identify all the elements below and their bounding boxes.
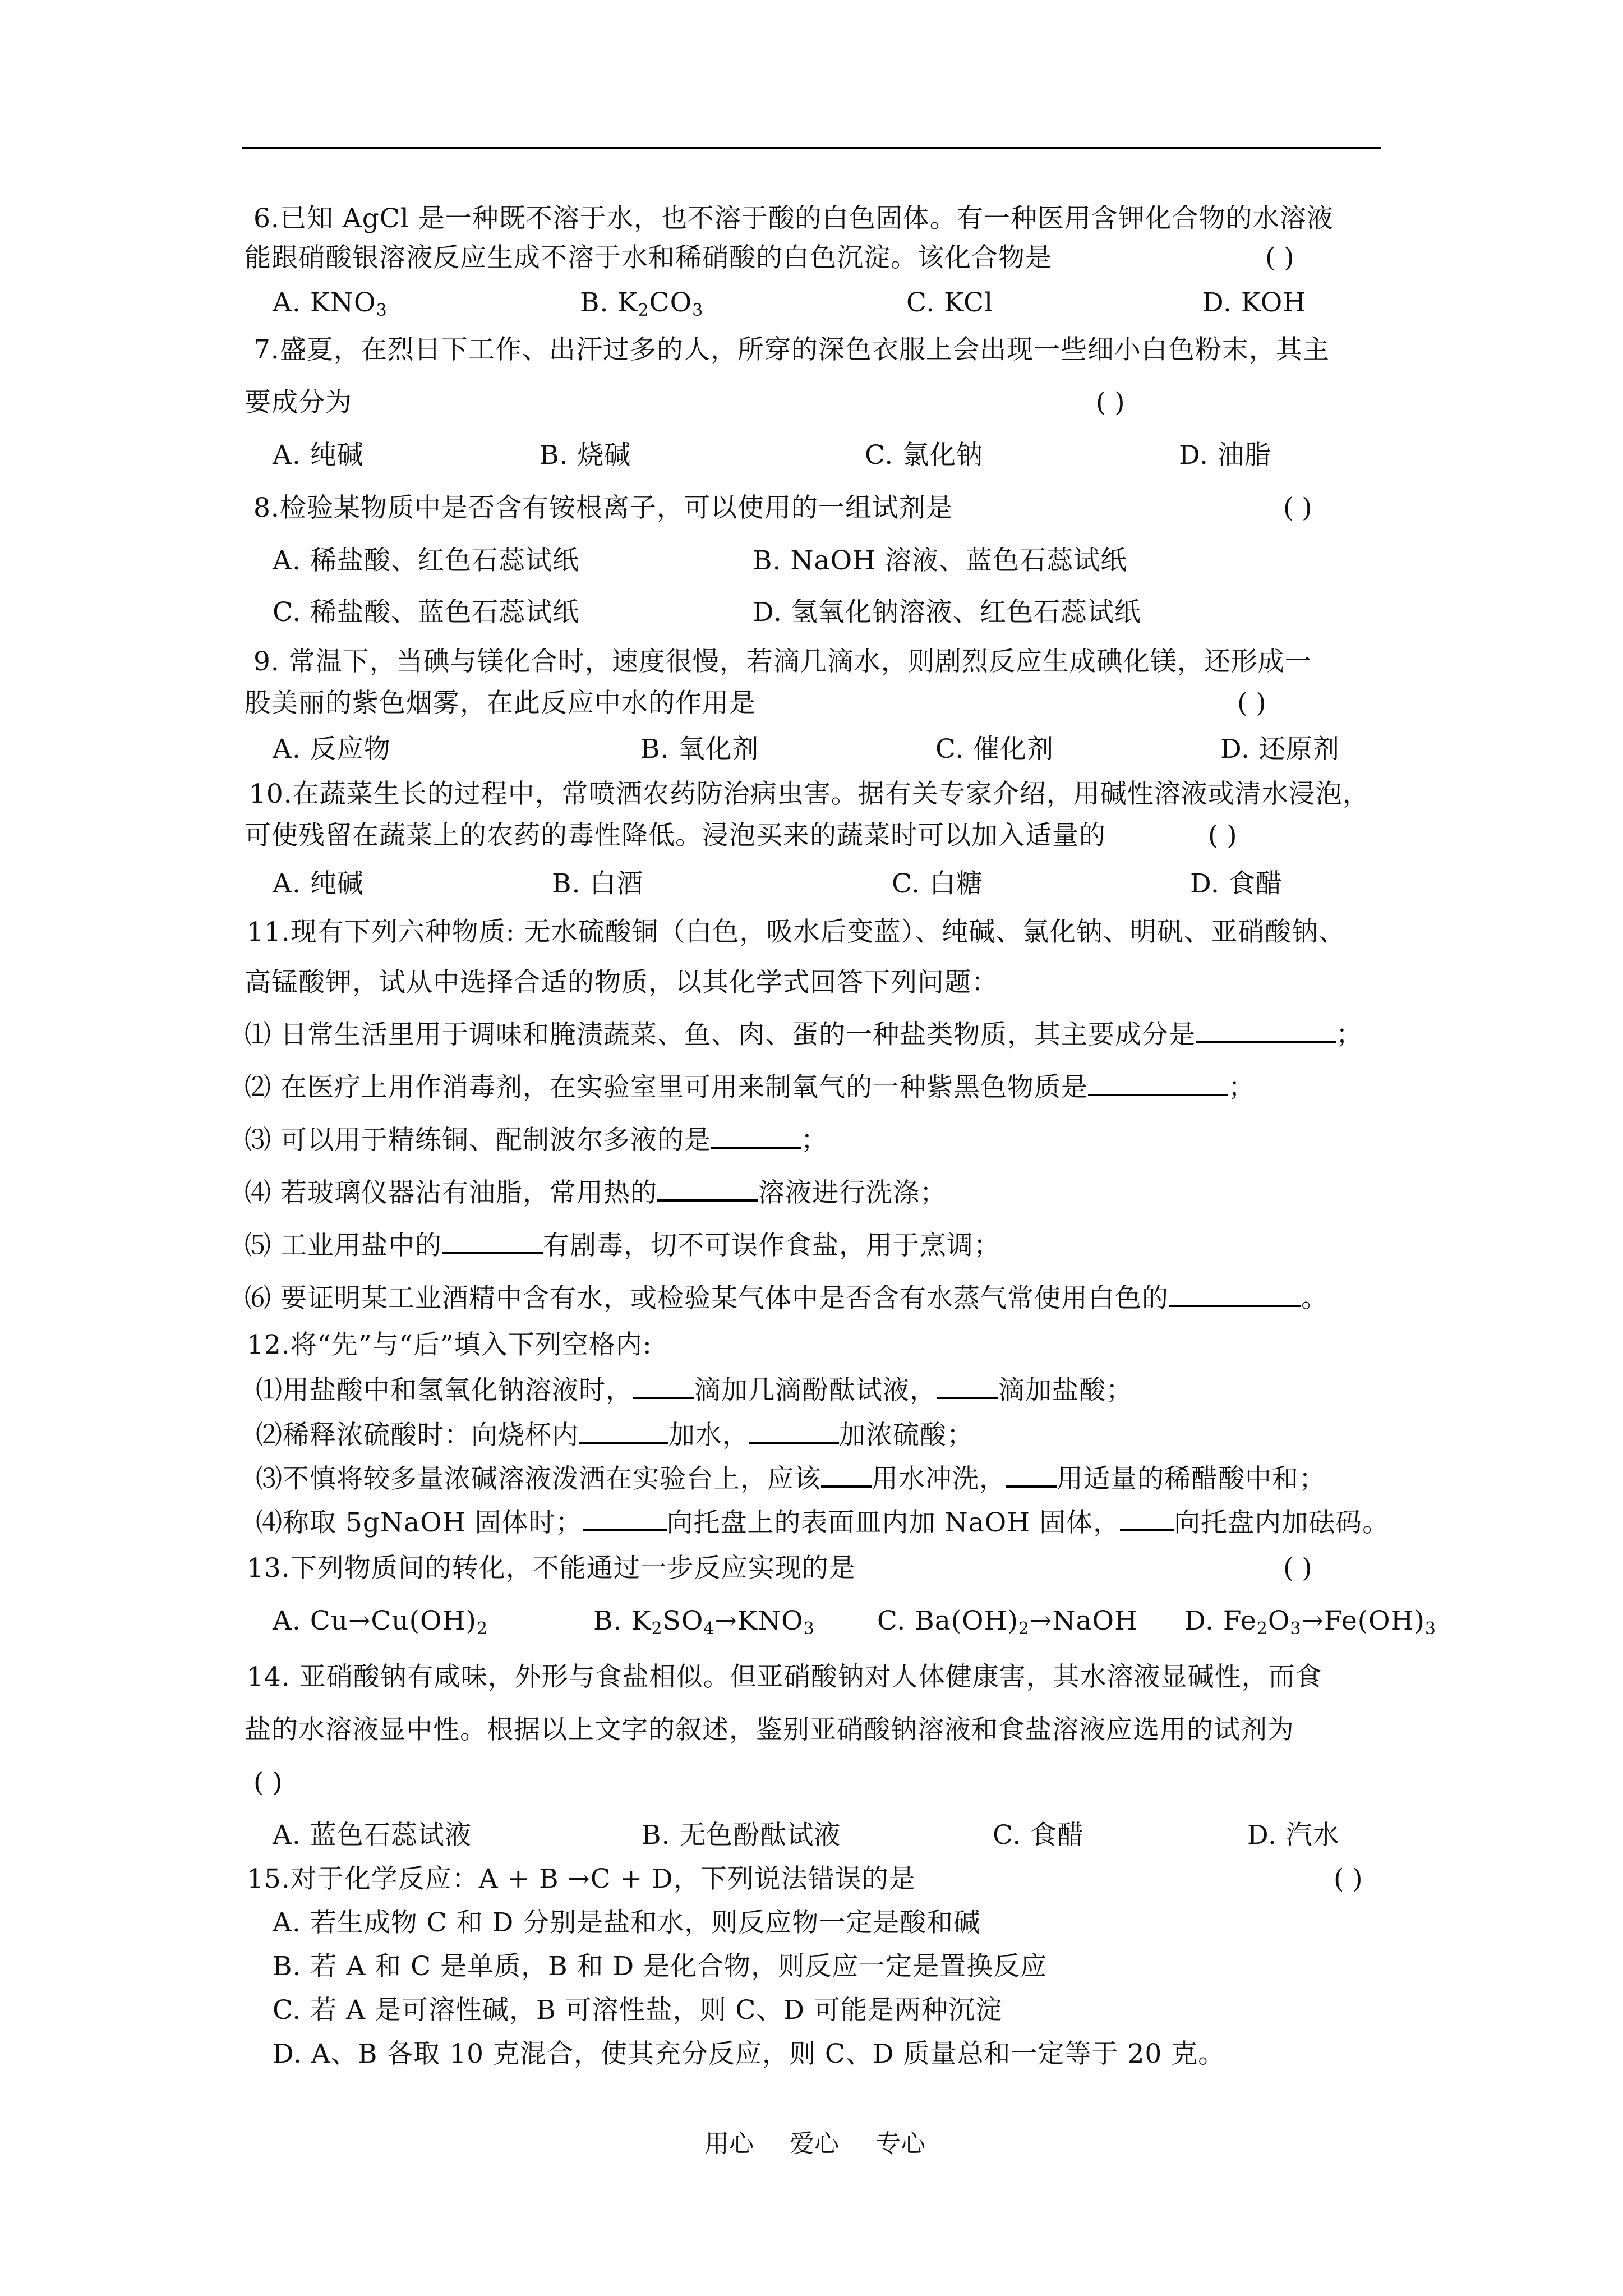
q14-line2: 盐的水溶液显中性。根据以上文字的叙述，鉴别亚硝酸钠溶液和食盐溶液应选用的试剂为 — [245, 1714, 1294, 1745]
q7-answer-paren: ( ) — [1096, 387, 1125, 418]
q11-line2: 高锰酸钾，试从中选择合适的物质，以其化学式回答下列问题： — [245, 967, 998, 998]
q11-part4: ⑷ 若玻璃仪器沾有油脂，常用热的 溶液进行洗涤； — [245, 1175, 947, 1210]
q6-option-b: B. $K_2CO_3$ — [580, 287, 704, 320]
q10-option-d: D. 食醋 — [1190, 868, 1283, 899]
q12-blank3a[interactable] — [821, 1461, 872, 1488]
q9-option-a: A. 反应物 — [273, 734, 391, 765]
q13-line1: 13.下列物质间的转化，不能通过一步反应实现的是 — [247, 1553, 856, 1584]
q9-option-b: B. 氧化剂 — [640, 734, 759, 765]
q8-line1: 8.检验某物质中是否含有铵根离子，可以使用的一组试剂是 — [253, 493, 953, 523]
q11-blank4[interactable] — [657, 1175, 758, 1202]
q8-answer-paren: ( ) — [1283, 493, 1312, 523]
q6-answer-paren: ( ) — [1265, 242, 1294, 273]
q6-line1: 6.已知 AgCl 是一种既不溶于水，也不溶于酸的白色固体。有一种医用含钾化合物的水溶液 — [253, 203, 1334, 234]
q6-line2: 能跟硝酸银溶液反应生成不溶于水和稀硝酸的白色沉淀。该化合物是 — [245, 242, 1052, 273]
q14-option-d: D. 汽水 — [1247, 1820, 1340, 1851]
q10-option-a: A. 纯碱 — [273, 868, 364, 899]
footer-word-2: 爱心 — [790, 2129, 839, 2158]
q13-option-b: B. $K_2SO_4\to KNO_3$ — [593, 1605, 815, 1639]
q15-line1: 15.对于化学反应：A + B →C + D，下列说法错误的是 — [247, 1864, 916, 1894]
q12-blank2b[interactable] — [749, 1417, 839, 1444]
q10-option-b: B. 白酒 — [552, 868, 644, 899]
q13-option-d: D. $Fe_2O_3\to Fe(OH)_3$ — [1184, 1605, 1437, 1639]
q11-blank6[interactable] — [1169, 1280, 1301, 1307]
q12-blank2a[interactable] — [579, 1417, 668, 1444]
header-rule — [242, 147, 1381, 149]
q8-option-c: C. 稀盐酸、蓝色石蕊试纸 — [273, 597, 580, 628]
q15-answer-paren: ( ) — [1334, 1864, 1363, 1894]
q15-option-b: B. 若 A 和 C 是单质，B 和 D 是化合物，则反应一定是置换反应 — [273, 1951, 1048, 1982]
q11-part5: ⑸ 工业用盐中的 有剧毒，切不可误作食盐，用于烹调； — [245, 1227, 1000, 1263]
q6-option-a: A. $KNO_3$ — [273, 287, 388, 320]
q11-part1: ⑴ 日常生活里用于调味和腌渍蔬菜、鱼、肉、蛋的一种盐类物质，其主要成分是 ； — [245, 1016, 1363, 1052]
q13-option-c: C. $Ba(OH)_2\to NaOH$ — [877, 1605, 1138, 1639]
q9-line2: 股美丽的紫色烟雾，在此反应中水的作用是 — [245, 688, 756, 719]
q8-option-a: A. 稀盐酸、红色石蕊试纸 — [273, 545, 579, 576]
q9-option-d: D. 还原剂 — [1220, 734, 1340, 765]
q7-option-d: D. 油脂 — [1179, 440, 1271, 471]
q6-option-c: C. KCl — [906, 287, 994, 318]
q11-line1: 11.现有下列六种物质: 无水硫酸铜（白色，吸水后变蓝）、纯碱、氯化钠、明矾、亚硝酸钠、 — [247, 917, 1346, 947]
q7-line1: 7.盛夏，在烈日下工作、出汗过多的人，所穿的深色衣服上会出现一些细小白色粉末，其主 — [253, 334, 1330, 365]
q13-option-a: A. $Cu\to Cu(OH)_2$ — [273, 1605, 488, 1639]
q9-option-c: C. 催化剂 — [935, 734, 1054, 765]
q10-answer-paren: ( ) — [1208, 820, 1237, 851]
q12-part3: ⑶不慎将较多量浓碱溶液泼洒在实验台上，应该 用水冲洗， 用适量的稀醋酸中和； — [256, 1461, 1326, 1496]
q7-option-b: B. 烧碱 — [540, 440, 631, 471]
q11-part2: ⑵ 在医疗上用作消毒剂，在实验室里可用来制氧气的一种紫黑色物质是 ； — [245, 1069, 1255, 1105]
footer-word-1: 用心 — [704, 2129, 754, 2158]
q14-option-c: C. 食醋 — [993, 1820, 1085, 1851]
q7-line2: 要成分为 — [245, 387, 352, 418]
footer-word-3: 专心 — [876, 2129, 925, 2158]
q12-part1: ⑴用盐酸中和氢氧化钠溶液时， 滴加几滴酚酞试液， 滴加盐酸； — [256, 1372, 1133, 1407]
q15-option-a: A. 若生成物 C 和 D 分别是盐和水，则反应物一定是酸和碱 — [273, 1907, 981, 1938]
q12-line1: 12.将“先”与“后”填入下列空格内: — [247, 1329, 652, 1360]
q12-blank1a[interactable] — [633, 1372, 694, 1399]
q7-option-c: C. 氯化钠 — [865, 440, 984, 471]
q8-option-d: D. 氢氧化钠溶液、红色石蕊试纸 — [753, 597, 1141, 628]
q12-blank1b[interactable] — [937, 1372, 998, 1399]
q11-blank3[interactable] — [711, 1122, 801, 1149]
q15-option-d: D. A、B 各取 10 克混合，使其充分反应，则 C、D 质量总和一定等于 20 克。 — [273, 2039, 1225, 2069]
q12-blank4b[interactable] — [1120, 1504, 1174, 1531]
q11-blank5[interactable] — [442, 1227, 543, 1254]
q6-option-d: D. KOH — [1202, 287, 1307, 318]
q11-blank1[interactable] — [1196, 1016, 1336, 1043]
q14-option-a: A. 蓝色石蕊试液 — [273, 1820, 472, 1851]
q9-line1: 9. 常温下，当碘与镁化合时，速度很慢，若滴几滴水，则剧烈反应生成碘化镁，还形成一 — [253, 646, 1312, 677]
q10-line1: 10.在蔬菜生长的过程中，常喷洒农药防治病虫害。据有关专家介绍，用碱性溶液或清水浸泡， — [249, 779, 1370, 809]
q8-option-b: B. NaOH 溶液、蓝色石蕊试纸 — [753, 545, 1128, 576]
q7-option-a: A. 纯碱 — [273, 440, 364, 471]
q15-option-c: C. 若 A 是可溶性碱，B 可溶性盐，则 C、D 可能是两种沉淀 — [273, 1995, 1002, 2026]
q13-answer-paren: ( ) — [1283, 1553, 1312, 1584]
q14-answer-paren: ( ) — [253, 1767, 283, 1798]
q12-blank3b[interactable] — [1006, 1461, 1057, 1488]
q14-option-b: B. 无色酚酞试液 — [642, 1820, 841, 1851]
q11-part3: ⑶ 可以用于精练铜、配制波尔多液的是 ； — [245, 1122, 828, 1157]
q11-blank2[interactable] — [1088, 1069, 1228, 1096]
q9-answer-paren: ( ) — [1237, 688, 1266, 719]
q12-part2: ⑵稀释浓硫酸时：向烧杯内 加水， 加浓硫酸； — [256, 1417, 974, 1452]
q12-blank4a[interactable] — [583, 1504, 667, 1531]
q10-option-c: C. 白糖 — [892, 868, 984, 899]
q14-line1: 14. 亚硝酸钠有咸味，外形与食盐相似。但亚硝酸钠对人体健康害，其水溶液显碱性，而食 — [247, 1662, 1322, 1692]
q10-line2: 可使残留在蔬菜上的农药的毒性降低。浸泡买来的蔬菜时可以加入适量的 — [245, 820, 1106, 851]
q12-part4: ⑷称取 5gNaOH 固体时； 向托盘上的表面皿内加 NaOH 固体， 向托盘内加砝码。 — [256, 1504, 1389, 1540]
q11-part6: ⑹ 要证明某工业酒精中含有水，或检验某气体中是否含有水蒸气常使用白色的 。 — [245, 1280, 1328, 1315]
